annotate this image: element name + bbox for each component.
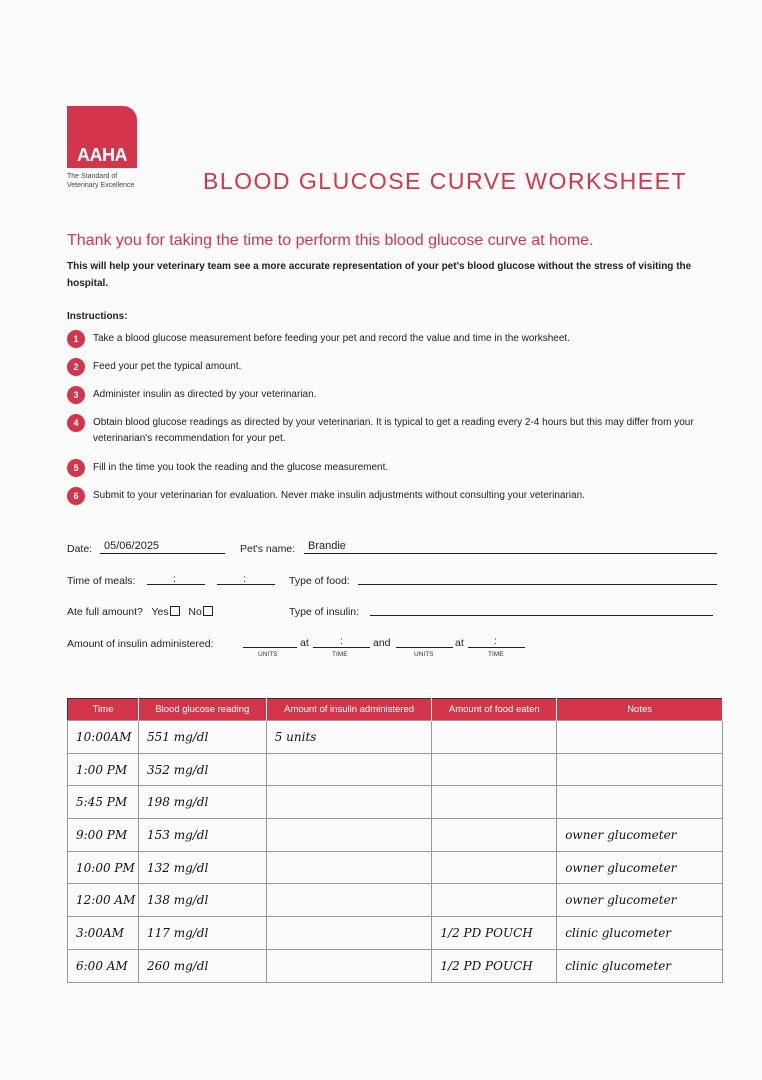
cell-insulin[interactable] xyxy=(266,949,432,982)
cell-food[interactable] xyxy=(432,753,557,786)
insulin-units-1-field[interactable] xyxy=(243,647,297,648)
cell-food[interactable] xyxy=(432,884,557,917)
cell-insulin[interactable] xyxy=(266,851,432,884)
cell-time[interactable]: 12:00 AM xyxy=(68,884,139,917)
step-number: 3 xyxy=(67,386,85,404)
cell-glucose[interactable]: 551 mg/dl xyxy=(138,721,266,754)
cell-insulin[interactable] xyxy=(266,819,432,852)
cell-food[interactable] xyxy=(432,786,557,819)
step-text: Administer insulin as directed by your veterinarian. xyxy=(93,389,317,400)
cell-food[interactable] xyxy=(432,721,557,754)
ate-full-question: Ate full amount? xyxy=(67,606,143,618)
table-row xyxy=(68,721,723,754)
cell-glucose[interactable]: 138 mg/dl xyxy=(138,884,266,917)
step-number: 4 xyxy=(67,414,85,432)
cell-insulin[interactable] xyxy=(266,786,432,819)
date-field[interactable]: 05/06/2025 xyxy=(104,540,160,552)
table-row xyxy=(68,819,723,852)
cell-time[interactable]: 3:00AM xyxy=(68,917,139,950)
cell-notes[interactable]: owner glucometer xyxy=(557,884,723,917)
cell-notes[interactable]: owner glucometer xyxy=(557,819,723,852)
insulin-time-1-sep: : xyxy=(340,635,343,647)
aaha-logo xyxy=(67,106,137,168)
cell-food[interactable] xyxy=(432,819,557,852)
table-row xyxy=(68,786,723,819)
table-row xyxy=(68,884,723,917)
step-text: Take a blood glucose measurement before feeding your pet and record the value and time in the worksheet. xyxy=(93,333,570,344)
no-checkbox[interactable] xyxy=(203,606,213,616)
yes-label: Yes xyxy=(151,606,169,618)
thank-you-heading: Thank you for taking the time to perform this blood glucose curve at home. xyxy=(67,232,594,249)
table-row xyxy=(68,917,723,950)
units-caption-2: UNITS xyxy=(414,651,434,658)
step-text: Fill in the time you took the reading and the glucose measurement. xyxy=(93,462,389,473)
date-label: Date: xyxy=(67,543,93,555)
insulin-time-2-field[interactable] xyxy=(468,647,525,648)
cell-insulin[interactable] xyxy=(266,917,432,950)
cell-food[interactable]: 1/2 PD POUCH xyxy=(432,949,557,982)
cell-glucose[interactable]: 132 mg/dl xyxy=(138,851,266,884)
cell-time[interactable]: 5:45 PM xyxy=(68,786,139,819)
cell-glucose[interactable]: 198 mg/dl xyxy=(138,786,266,819)
cell-glucose[interactable]: 260 mg/dl xyxy=(138,949,266,982)
and-label: and xyxy=(373,637,391,649)
cell-notes[interactable] xyxy=(557,753,723,786)
logo-text: AAHA xyxy=(77,145,127,165)
cell-insulin[interactable]: 5 units xyxy=(266,721,432,754)
header-insulin: Amount of insulin administered xyxy=(266,699,432,721)
intro-text: This will help your veterinary team see a more accurate representation of your pet's blood glucose without the stress of visiting the hospital. xyxy=(67,261,692,289)
page-title: BLOOD GLUCOSE CURVE WORKSHEET xyxy=(203,168,687,194)
cell-insulin[interactable] xyxy=(266,884,432,917)
instruction-step xyxy=(67,487,717,505)
cell-food[interactable]: 1/2 PD POUCH xyxy=(432,917,557,950)
at-label: at xyxy=(300,637,309,649)
cell-time[interactable]: 10:00AM xyxy=(68,721,139,754)
insulin-type-field[interactable] xyxy=(370,615,713,616)
table-row xyxy=(68,753,723,786)
header-notes: Notes xyxy=(557,699,723,721)
instruction-step xyxy=(67,330,717,348)
step-text: Obtain blood glucose readings as directed by your veterinarian. It is typical to get a reading every 2-4 hours but this may differ from your veterinarian's recommendation for your pet. xyxy=(93,417,694,444)
meal-time-1-field[interactable] xyxy=(147,584,205,585)
meals-label: Time of meals: xyxy=(67,575,136,587)
date-underline xyxy=(100,553,225,554)
time-caption: TIME xyxy=(332,651,348,658)
pet-name-field[interactable]: Brandie xyxy=(308,540,346,552)
food-type-label: Type of food: xyxy=(289,575,350,587)
pet-name-label: Pet's name: xyxy=(240,543,296,555)
step-number: 1 xyxy=(67,330,85,348)
cell-notes[interactable] xyxy=(557,721,723,754)
step-text: Feed your pet the typical amount. xyxy=(93,361,242,372)
time-caption-2: TIME xyxy=(488,651,504,658)
cell-insulin[interactable] xyxy=(266,753,432,786)
step-text: Submit to your veterinarian for evaluation. Never make insulin adjustments without consulting your veterinarian. xyxy=(93,490,585,501)
cell-notes[interactable]: clinic glucometer xyxy=(557,917,723,950)
units-caption: UNITS xyxy=(258,651,278,658)
instruction-step xyxy=(67,459,717,477)
food-type-field[interactable] xyxy=(358,584,717,585)
header-glucose: Blood glucose reading xyxy=(138,699,266,721)
cell-glucose[interactable]: 153 mg/dl xyxy=(138,819,266,852)
cell-food[interactable] xyxy=(432,851,557,884)
insulin-amount-label: Amount of insulin administered: xyxy=(67,638,214,650)
step-number: 5 xyxy=(67,459,85,477)
cell-notes[interactable]: owner glucometer xyxy=(557,851,723,884)
at-label-2: at xyxy=(455,637,464,649)
cell-time[interactable]: 9:00 PM xyxy=(68,819,139,852)
pet-name-underline xyxy=(304,553,717,554)
insulin-time-2-sep: : xyxy=(494,635,497,647)
insulin-time-1-field[interactable] xyxy=(313,647,370,648)
instruction-step xyxy=(67,414,717,447)
table-row xyxy=(68,851,723,884)
cell-glucose[interactable]: 117 mg/dl xyxy=(138,917,266,950)
meal-time-2-sep: : xyxy=(243,573,246,585)
header-food: Amount of food eaten xyxy=(432,699,557,721)
cell-time[interactable]: 6:00 AM xyxy=(68,949,139,982)
step-number: 6 xyxy=(67,487,85,505)
cell-time[interactable]: 1:00 PM xyxy=(68,753,139,786)
insulin-type-label: Type of insulin: xyxy=(289,606,360,618)
ate-full-label xyxy=(67,606,213,618)
meal-time-1-sep: : xyxy=(173,573,176,585)
no-label: No xyxy=(188,606,202,618)
cell-time[interactable]: 10:00 PM xyxy=(68,851,139,884)
step-number: 2 xyxy=(67,358,85,376)
insulin-units-2-field[interactable] xyxy=(396,647,453,648)
table-row xyxy=(68,949,723,982)
instructions-heading: Instructions: xyxy=(67,311,128,322)
table-header-row xyxy=(68,699,723,721)
glucose-curve-table xyxy=(67,698,723,983)
instruction-step xyxy=(67,386,717,404)
cell-notes[interactable]: clinic glucometer xyxy=(557,949,723,982)
logo-tagline: The Standard of Veterinary Excellence xyxy=(67,173,135,189)
cell-glucose[interactable]: 352 mg/dl xyxy=(138,753,266,786)
header-time: Time xyxy=(68,699,139,721)
meal-time-2-field[interactable] xyxy=(217,584,275,585)
yes-checkbox[interactable] xyxy=(170,606,180,616)
instruction-step xyxy=(67,358,717,376)
cell-notes[interactable] xyxy=(557,786,723,819)
